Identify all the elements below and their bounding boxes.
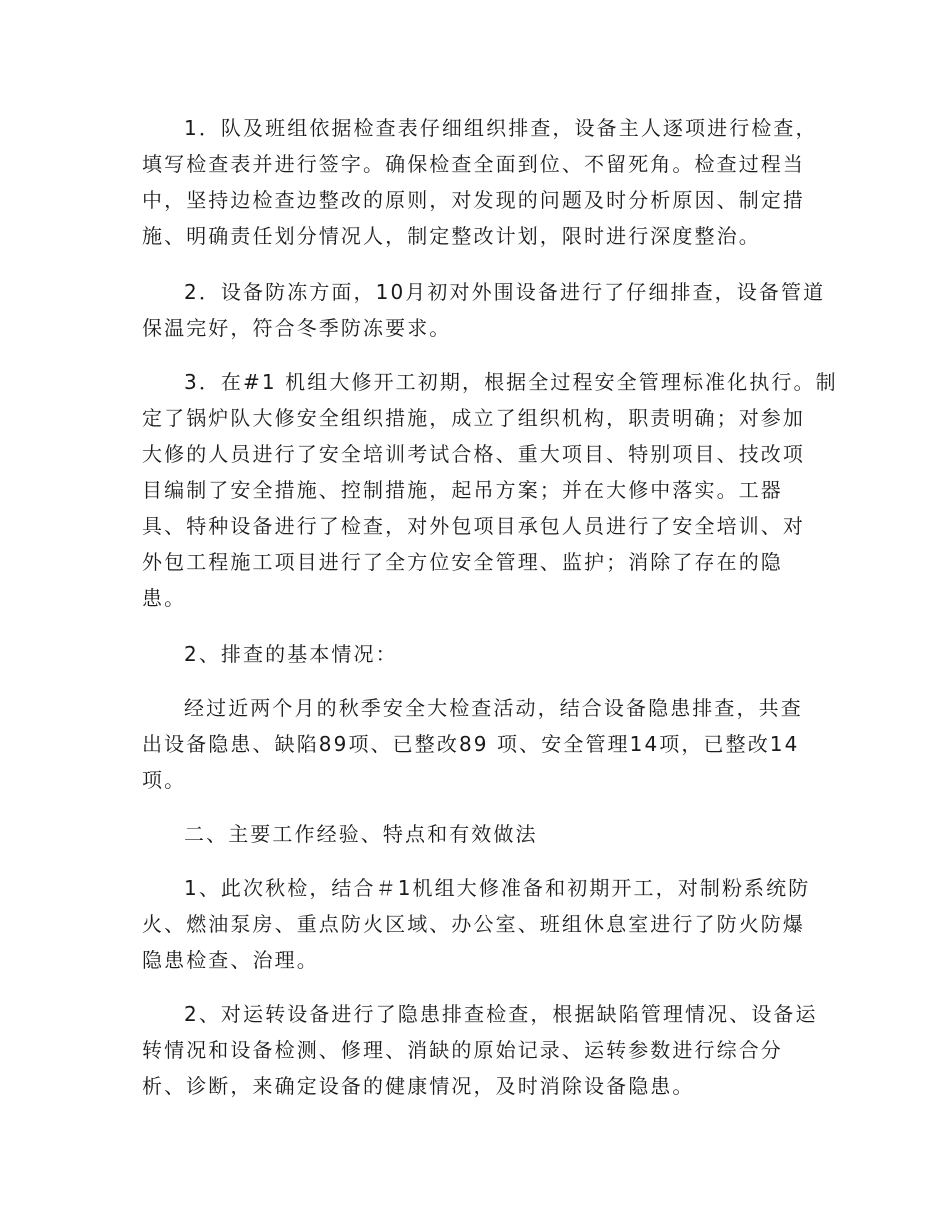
paragraph-line: 1．队及班组依据检查表仔细组织排查，设备主人逐项进行检查， (184, 116, 818, 140)
paragraph-line: 填写检查表并进行签字。确保检查全面到位、不留死角。检查过程当 (142, 152, 805, 176)
paragraph-line: 2．设备防冻方面，10月初对外围设备进行了仔细排查，设备管道 (184, 280, 826, 304)
paragraph-line: 中，坚持边检查边整改的原则，对发现的问题及时分析原因、制定措 (142, 188, 805, 212)
paragraph-line: 转情况和设备检测、修理、消缺的原始记录、运转参数进行综合分 (142, 1038, 783, 1062)
paragraph-line: 患。 (142, 586, 187, 610)
paragraph-line: 析、诊断，来确定设备的健康情况，及时消除设备隐患。 (142, 1074, 695, 1098)
paragraph-line: 定了锅炉队大修安全组织措施，成立了组织机构，职责明确；对参加 (142, 406, 805, 430)
paragraph-line: 经过近两个月的秋季安全大检查活动，结合设备隐患排查，共查 (184, 696, 803, 720)
paragraph-line: 隐患检查、治理。 (142, 948, 319, 972)
paragraph-line: 大修的人员进行了安全培训考试合格、重大项目、特别项目、技改项 (142, 442, 805, 466)
section-heading: 2、排查的基本情况： (184, 642, 398, 666)
paragraph-line: 目编制了安全措施、控制措施，起吊方案；并在大修中落实。工器 (142, 478, 783, 502)
paragraph-line: 出设备隐患、缺陷89项、已整改89 项、安全管理14项，已整改14 (142, 732, 800, 756)
paragraph-line: 施、明确责任划分情况人，制定整改计划，限时进行深度整治。 (142, 224, 761, 248)
paragraph-line: 外包工程施工项目进行了全方位安全管理、监护；消除了存在的隐 (142, 550, 783, 574)
section-heading: 二、主要工作经验、特点和有效做法 (184, 822, 538, 846)
paragraph-line: 3．在#1 机组大修开工初期，根据全过程安全管理标准化执行。制 (184, 370, 838, 394)
paragraph-line: 1、此次秋检，结合＃1机组大修准备和初期开工，对制粉系统防 (184, 876, 811, 900)
paragraph-line: 保温完好，符合冬季防冻要求。 (142, 316, 452, 340)
paragraph-line: 项。 (142, 768, 187, 792)
paragraph-line: 火、燃油泵房、重点防火区域、办公室、班组休息室进行了防火防爆 (142, 912, 805, 936)
paragraph-line: 具、特种设备进行了检查，对外包项目承包人员进行了安全培训、对 (142, 514, 805, 538)
paragraph-line: 2、对运转设备进行了隐患排查检查，根据缺陷管理情况、设备运 (184, 1002, 818, 1026)
